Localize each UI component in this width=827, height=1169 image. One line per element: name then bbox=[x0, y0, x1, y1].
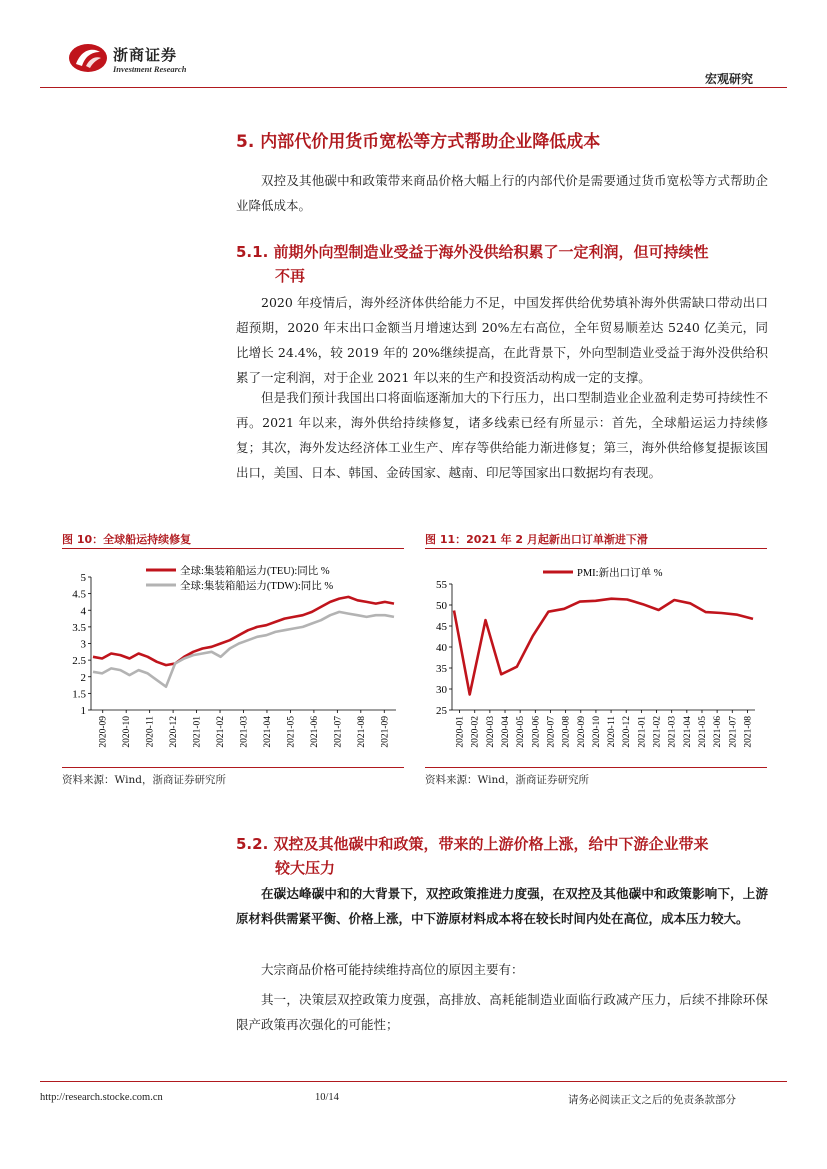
x-tick-label: 2021-09 bbox=[380, 716, 391, 748]
x-tick-label: 2020-08 bbox=[561, 716, 572, 748]
section-5-1-paragraph-2: 但是我们预计我国出口将面临逐渐加大的下行压力，出口型制造业企业盈利走势可持续性不再。2021 年以来，海外供给持续修复，诸多线索已经有所显示：首先，全球船运运力持续修复；其次，海外发达经济体工业生产、库存等供给能力渐进修复；第三，海外供给修复提振该国出口，美国、日本、韩国、金砖国家、越南、印尼等国家出口数据均有表现。 bbox=[236, 390, 768, 480]
y-tick-label: 30 bbox=[436, 684, 447, 696]
x-tick-label: 2021-05 bbox=[697, 716, 708, 748]
x-tick-label: 2020-09 bbox=[576, 716, 587, 748]
figure-11-bottom-rule bbox=[425, 767, 767, 768]
x-tick-label: 2021-06 bbox=[309, 716, 320, 748]
section-5-1-title-line1: 5.1. 前期外向型制造业受益于海外没供给积累了一定利润，但可持续性 bbox=[236, 243, 709, 261]
section-5-1-paragraph-1: 2020 年疫情后，海外经济体供给能力不足，中国发挥供给优势填补海外供需缺口带动出口超预期，2020 年末出口金额当月增速达到 20%左右高位，全年贸易顺差达 5240 亿美元，同比增长 24.4%，较 2019 年的 20%继续提高，在此背景下，外向型制造业受益于海外没供给积累了一定利润，对于企业 2021 年以来的生产和投资活动构成一定的支撑。 bbox=[236, 295, 768, 385]
x-tick-label: 2021-03 bbox=[239, 716, 250, 748]
legend-label-2: 全球:集装箱船运力(TDW):同比 % bbox=[180, 581, 334, 592]
footer-disclaimer: 请务必阅读正文之后的免责条款部分 bbox=[568, 1094, 736, 1106]
y-tick-label: 2.5 bbox=[72, 655, 86, 668]
x-tick-label: 2020-09 bbox=[98, 716, 109, 748]
x-tick-label: 2020-03 bbox=[485, 716, 496, 748]
y-tick-label: 2 bbox=[80, 671, 86, 684]
y-tick-label: 40 bbox=[436, 642, 447, 654]
header-rule bbox=[40, 87, 787, 88]
report-type: 宏观研究 bbox=[704, 72, 753, 86]
series-line-1 bbox=[93, 597, 394, 665]
section-5-paragraph: 双控及其他碳中和政策带来商品价格大幅上行的内部代价是需要通过货币宽松等方式帮助企业降低成本。 bbox=[236, 173, 768, 213]
x-tick-label: 2021-02 bbox=[216, 716, 227, 748]
x-tick-label: 2020-07 bbox=[546, 716, 557, 748]
y-tick-label: 45 bbox=[436, 621, 447, 633]
x-tick-label: 2021-04 bbox=[682, 716, 693, 748]
y-tick-label: 50 bbox=[436, 600, 447, 612]
series-line-1 bbox=[454, 599, 753, 695]
x-tick-label: 2020-11 bbox=[607, 716, 618, 748]
x-tick-label: 2020-01 bbox=[455, 716, 466, 748]
x-tick-label: 2021-08 bbox=[356, 716, 367, 748]
x-tick-label: 2021-02 bbox=[652, 716, 663, 748]
section-5-2-paragraph-2: 大宗商品价格可能持续维持高位的原因主要有： bbox=[261, 962, 524, 977]
section-5-1-title-line2: 不再 bbox=[275, 267, 306, 285]
section-5-2-title bbox=[236, 833, 709, 878]
figure-11-source: 资料来源：Wind，浙商证券研究所 bbox=[425, 774, 589, 786]
x-tick-label: 2021-03 bbox=[667, 716, 678, 748]
x-tick-label: 2020-11 bbox=[145, 716, 156, 748]
logo-text-en: Investment Research bbox=[113, 64, 187, 74]
y-tick-label: 25 bbox=[436, 705, 447, 717]
section-5-2-title-line2: 较大压力 bbox=[275, 859, 336, 877]
x-tick-label: 2020-12 bbox=[622, 716, 633, 748]
y-tick-label: 4.5 bbox=[72, 588, 86, 601]
figure-10-source: 资料来源：Wind，浙商证券研究所 bbox=[62, 774, 226, 786]
legend-label-1: 全球:集装箱船运力(TEU):同比 % bbox=[180, 566, 330, 577]
figure-10-title: 图 10：全球船运持续修复 bbox=[62, 533, 192, 546]
y-tick-label: 5 bbox=[80, 572, 86, 584]
section-5-title: 5. 内部代价用货币宽松等方式帮助企业降低成本 bbox=[236, 132, 601, 152]
y-tick-label: 4 bbox=[80, 605, 86, 618]
y-tick-label: 55 bbox=[436, 579, 447, 591]
y-tick-label: 3.5 bbox=[72, 621, 86, 634]
x-tick-label: 2021-05 bbox=[286, 716, 297, 748]
y-tick-label: 1 bbox=[80, 705, 86, 717]
section-5-1-title bbox=[236, 241, 709, 286]
figure-10-top-rule bbox=[62, 548, 404, 549]
y-tick-label: 3 bbox=[80, 638, 86, 651]
x-tick-label: 2020-10 bbox=[122, 716, 133, 748]
x-tick-label: 2021-07 bbox=[728, 716, 739, 748]
x-tick-label: 2021-07 bbox=[333, 716, 344, 748]
x-tick-label: 2020-10 bbox=[591, 716, 602, 748]
footer-rule bbox=[40, 1081, 787, 1082]
figure-10-bottom-rule bbox=[62, 767, 404, 768]
x-tick-label: 2020-06 bbox=[531, 716, 542, 748]
x-tick-label: 2021-08 bbox=[743, 716, 754, 748]
x-tick-label: 2021-01 bbox=[637, 716, 648, 748]
x-tick-label: 2020-02 bbox=[470, 716, 481, 748]
x-tick-label: 2021-06 bbox=[713, 716, 724, 748]
figure-11-top-rule bbox=[425, 548, 767, 549]
logo-icon bbox=[68, 40, 108, 74]
x-tick-label: 2020-04 bbox=[501, 716, 512, 748]
section-5-2-key-paragraph: 在碳达峰碳中和的大背景下，双控政策推进力度强，在双控及其他碳中和政策影响下，上游原材料供需紧平衡、价格上涨，中下游原材料成本将在较长时间内处在高位，成本压力较大。 bbox=[236, 886, 768, 926]
section-5-2-title-line1: 5.2. 双控及其他碳中和政策，带来的上游价格上涨，给中下游企业带来 bbox=[236, 835, 709, 853]
figure-11-title: 图 11：2021 年 2 月起新出口订单渐进下滑 bbox=[425, 533, 648, 546]
y-tick-label: 35 bbox=[436, 663, 447, 675]
x-tick-label: 2020-05 bbox=[516, 716, 527, 748]
y-tick-label: 1.5 bbox=[72, 688, 86, 701]
x-tick-label: 2020-12 bbox=[169, 716, 180, 748]
figure-10-chart bbox=[62, 552, 404, 764]
footer-page-number: 10/14 bbox=[315, 1092, 339, 1103]
legend-label-1: PMI:新出口订单 % bbox=[577, 568, 663, 579]
figure-11-chart bbox=[425, 552, 767, 764]
x-tick-label: 2021-04 bbox=[262, 716, 273, 748]
x-tick-label: 2021-01 bbox=[192, 716, 203, 748]
footer-url[interactable]: http://research.stocke.com.cn bbox=[40, 1092, 163, 1103]
series-line-2 bbox=[93, 612, 394, 687]
section-5-2-paragraph-3: 其一，决策层双控政策力度强，高排放、高耗能制造业面临行政减产压力，后续不排除环保限产政策再次强化的可能性； bbox=[236, 992, 768, 1032]
logo-text-cn: 浙商证券 bbox=[113, 46, 178, 64]
